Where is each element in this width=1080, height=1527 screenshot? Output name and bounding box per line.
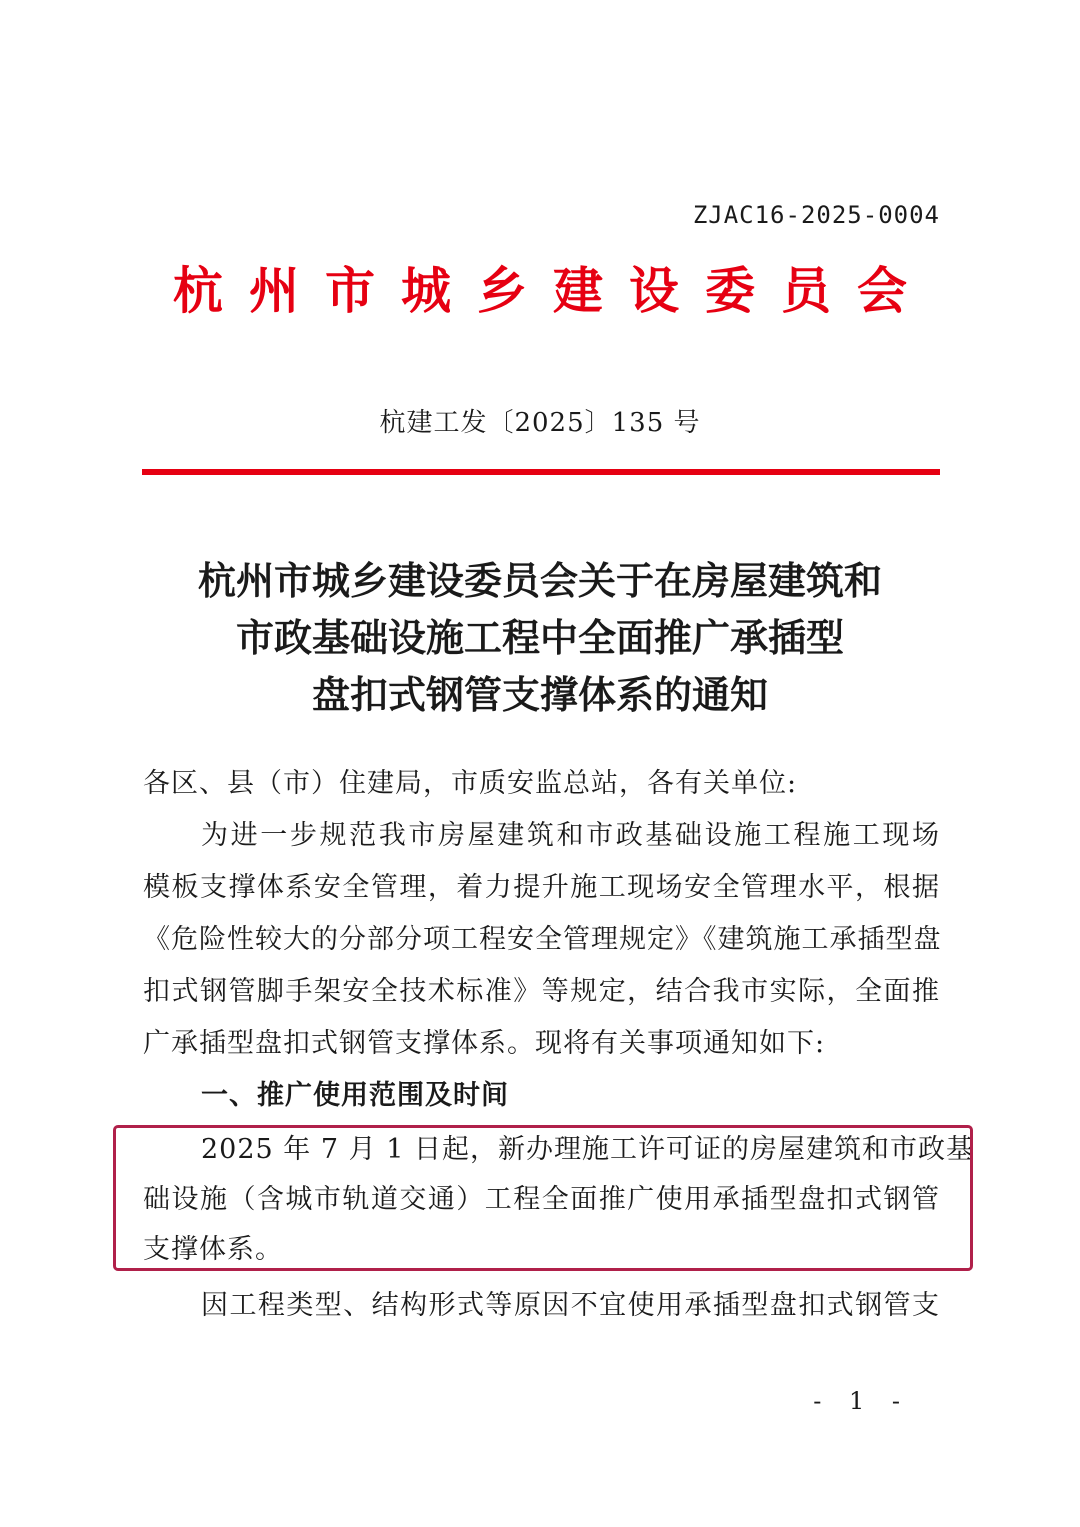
body-text-line: 《危险性较大的分部分项工程安全管理规定》《建筑施工承插型盘 (143, 924, 942, 955)
section-heading: 一、推广使用范围及时间 (201, 1080, 509, 1111)
highlighted-text-line: 2025 年 7 月 1 日起，新办理施工许可证的房屋建筑和市政基 (201, 1134, 974, 1165)
page-number: - 1 - (813, 1387, 910, 1415)
body-text-line: 因工程类型、结构形式等原因不宜使用承插型盘扣式钢管支 (201, 1290, 940, 1321)
red-divider-line (142, 469, 940, 475)
body-text-line: 扣式钢管脚手架安全技术标准》等规定，结合我市实际，全面推 (143, 976, 940, 1007)
highlight-box (113, 1125, 973, 1271)
document-code: ZJAC16-2025-0004 (692, 201, 940, 229)
document-title (0, 552, 1080, 723)
body-text-line: 为进一步规范我市房屋建筑和市政基础设施工程施工现场 (201, 820, 940, 851)
highlighted-text-line: 础设施（含城市轨道交通）工程全面推广使用承插型盘扣式钢管 (143, 1184, 940, 1215)
title-line: 市政基础设施工程中全面推广承插型 (235, 615, 844, 660)
addressee: 各区、县（市）住建局，市质安监总站，各有关单位: (143, 768, 798, 799)
body-text-line: 广承插型盘扣式钢管支撑体系。现将有关事项通知如下: (143, 1028, 826, 1059)
title-line: 杭州市城乡建设委员会关于在房屋建筑和 (197, 558, 882, 603)
document-number: 杭建工发〔2025〕135 号 (379, 408, 701, 438)
highlighted-text-line: 支撑体系。 (143, 1234, 283, 1265)
body-text-line: 模板支撑体系安全管理，着力提升施工现场安全管理水平，根据 (143, 872, 940, 903)
title-line: 盘扣式钢管支撑体系的通知 (311, 672, 768, 717)
issuing-authority: 杭州市城乡建设委员会 (173, 261, 933, 320)
